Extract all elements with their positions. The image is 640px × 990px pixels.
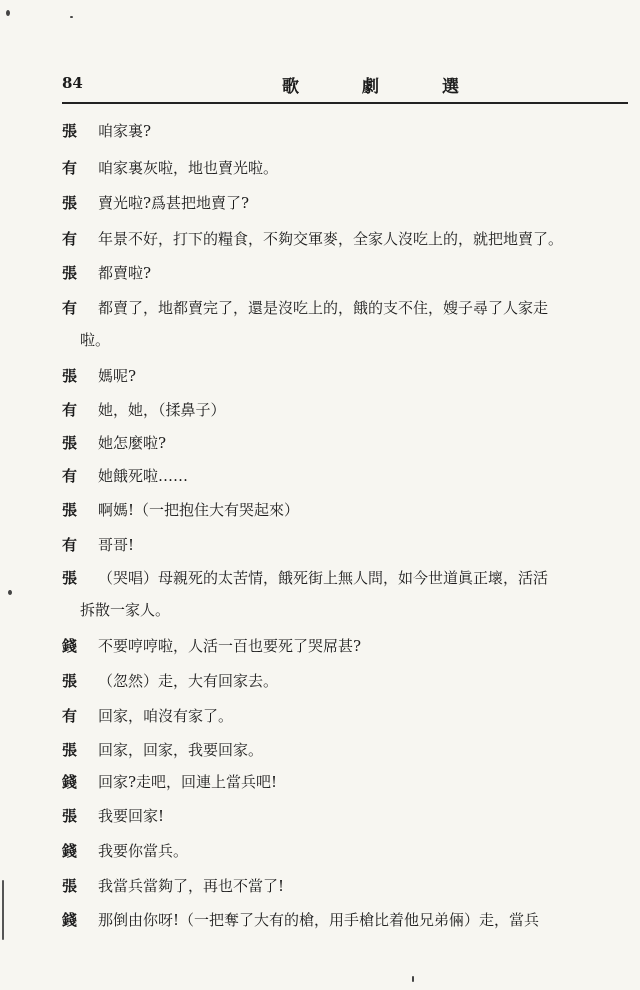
dialogue-text: 她餓死啦…… [98,467,189,485]
dialogue-text: 咱家裏灰啦，地也賣光啦。 [98,159,279,177]
dialogue-text: 那倒由你呀!（一把奪了大有的槍，用手槍比着他兄弟倆）走，當兵 [98,911,540,929]
speaker-name: 有 [62,536,78,554]
dialogue-text: 回家?走吧，回連上當兵吧! [98,773,278,791]
page-number: 84 [62,74,83,92]
speaker-name: 張 [62,807,78,825]
scan-speck [6,10,10,16]
speaker-name: 張 [62,569,78,587]
dialogue-text: 啦。 [80,331,111,349]
dialogue-text: 年景不好，打下的糧食，不夠交軍麥，全家人沒吃上的，就把地賣了。 [98,230,564,248]
speaker-name: 有 [62,230,78,248]
scan-edge-mark [2,880,4,940]
speaker-name: 有 [62,299,78,317]
speaker-name: 張 [62,434,78,452]
dialogue-text: （哭唱）母親死的太苦情，餓死街上無人問，如今世道眞正壞，活活 [98,569,549,587]
speaker-name: 張 [62,194,78,212]
running-title-char: 劇 [362,77,379,97]
dialogue-text: 回家，咱沒有家了。 [98,707,234,725]
dialogue-text: 不要哼哼啦，人活一百也要死了哭屌甚? [98,637,362,655]
speaker-name: 張 [62,877,78,895]
dialogue-text: 都賣啦? [98,264,152,282]
speaker-name: 有 [62,401,78,419]
speaker-name: 張 [62,741,78,759]
speaker-name: 有 [62,467,78,485]
speaker-name: 張 [62,367,78,385]
speaker-name: 錢 [62,842,78,860]
dialogue-text: 我當兵當夠了，再也不當了! [98,877,285,895]
dialogue-text: 我要你當兵。 [98,842,189,860]
speaker-name: 張 [62,501,78,519]
running-title-char: 歌 [282,77,299,97]
dialogue-text: 咱家裏? [98,122,152,140]
dialogue-text: （忽然）走，大有回家去。 [98,672,279,690]
dialogue-text: 哥哥! [98,536,135,554]
scan-speck [70,16,73,18]
speaker-name: 張 [62,122,78,140]
dialogue-text: 回家，回家，我要回家。 [98,741,264,759]
speaker-name: 錢 [62,773,78,791]
dialogue-text: 啊媽!（一把抱住大有哭起來） [98,501,300,519]
dialogue-text: 我要回家! [98,807,165,825]
scan-speck [412,976,414,982]
scan-speck [8,590,12,595]
dialogue-text: 都賣了，地都賣完了，還是沒吃上的，餓的支不住，嫂子尋了人家走 [98,299,549,317]
speaker-name: 張 [62,264,78,282]
dialogue-text: 賣光啦?爲甚把地賣了? [98,194,250,212]
dialogue-text: 拆散一家人。 [80,601,171,619]
dialogue-text: 媽呢? [98,367,137,385]
speaker-name: 有 [62,707,78,725]
speaker-name: 錢 [62,911,78,929]
speaker-name: 錢 [62,637,78,655]
dialogue-text: 她怎麼啦? [98,434,167,452]
speaker-name: 張 [62,672,78,690]
dialogue-text: 她，她，（揉鼻子） [98,401,226,419]
running-title-char: 選 [442,77,459,97]
speaker-name: 有 [62,159,78,177]
